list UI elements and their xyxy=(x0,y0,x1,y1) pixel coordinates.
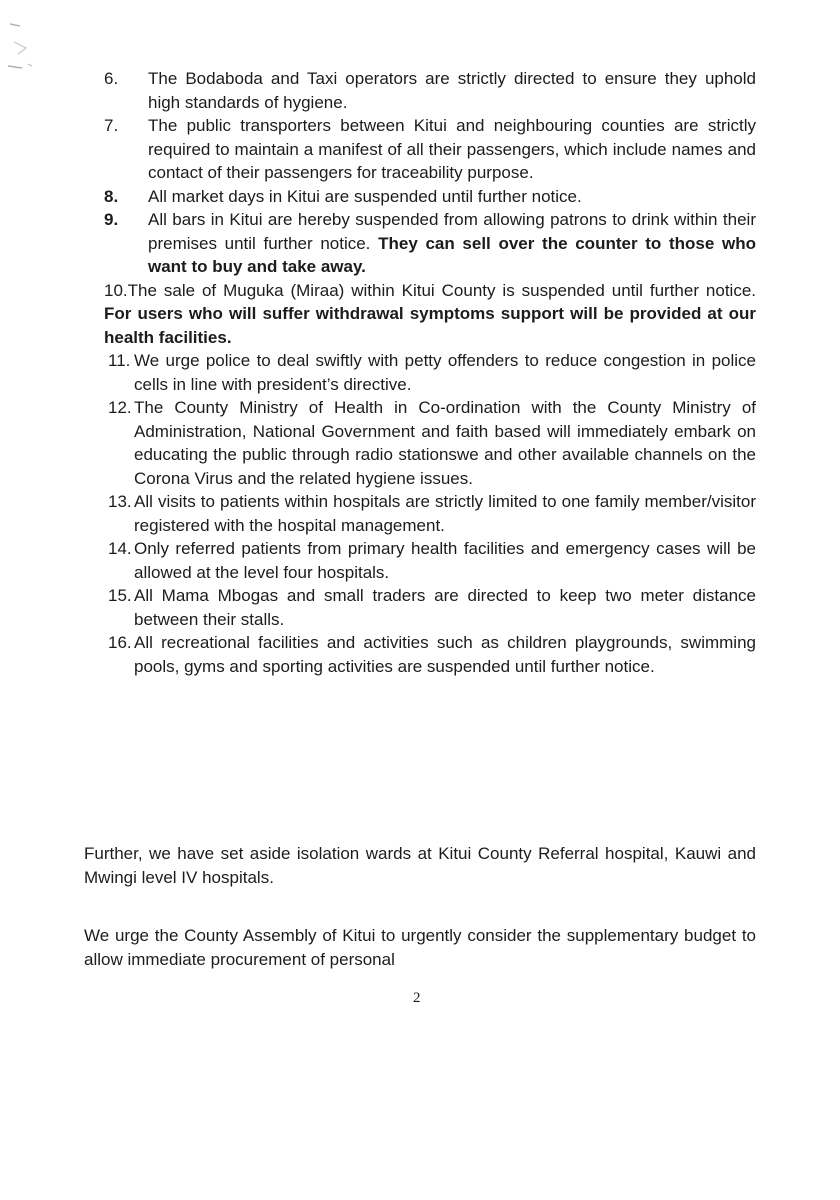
item-text: All market days in Kitui are suspended until further notice. xyxy=(148,186,582,206)
item-text-block xyxy=(148,208,756,279)
list-item xyxy=(84,279,756,350)
item-text: The Bodaboda and Taxi operators are strictly directed to ensure they uphold high standards of hygiene. xyxy=(148,69,756,112)
item-text: All bars in Kitui are hereby suspended from allowing patrons to drink within their premises until further notice. xyxy=(148,210,756,253)
scan-artifact-mark xyxy=(4,20,44,70)
list-item xyxy=(84,185,756,209)
item-text: All recreational facilities and activities such as children playgrounds, swimming pools, gyms and sporting activities are suspended until further notice. xyxy=(134,633,756,676)
item-text: The public transporters between Kitui and neighbouring counties are strictly required to maintain a manifest of all their passengers, which include names and contact of their passengers for traceability purpose. xyxy=(148,116,756,182)
item-text: All visits to patients within hospitals are strictly limited to one family member/visitor registered with the hospital management. xyxy=(134,492,756,535)
item-number: 9. xyxy=(104,210,119,229)
county-assembly-paragraph: We urge the County Assembly of Kitui to urgently consider the supplementary budget to allow immediate procurement of personal xyxy=(84,926,756,969)
item-number: 14. xyxy=(108,539,132,558)
item-number: 6. xyxy=(104,69,119,88)
numbered-directives-list xyxy=(84,67,756,678)
item-number: 7. xyxy=(104,116,119,135)
list-item xyxy=(84,537,756,584)
item-text: All Mama Mbogas and small traders are directed to keep two meter distance between their stalls. xyxy=(134,586,756,629)
item-number: 8. xyxy=(104,186,119,206)
list-item xyxy=(84,349,756,396)
item-text: The County Ministry of Health in Co-ordination with the County Ministry of Administration, National Government and faith based will immediately embark on educating the public through radio stationswe and other available channels on the Corona Virus and the related hygiene issues. xyxy=(134,398,756,488)
item-number: 11. xyxy=(108,351,131,370)
item-number: 10. xyxy=(104,280,128,300)
list-item xyxy=(84,490,756,537)
item-text: We urge police to deal swiftly with petty offenders to reduce congestion in police cells in line with president’s directive. xyxy=(134,351,756,394)
list-item xyxy=(84,114,756,185)
item-bold-text: They can sell over the counter to those who want to buy and take away. xyxy=(148,233,756,276)
item-text: Only referred patients from primary health facilities and emergency cases will be allowed at the level four hospitals. xyxy=(134,539,756,582)
list-item xyxy=(84,631,756,678)
item-number: 13. xyxy=(108,492,132,511)
item-bold-text: For users who will suffer withdrawal symptoms support will be provided at our health facilities. xyxy=(104,304,756,347)
item-number: 16. xyxy=(108,633,132,652)
isolation-wards-paragraph: Further, we have set aside isolation wards at Kitui County Referral hospital, Kauwi and Mwingi level IV hospitals. xyxy=(84,844,756,887)
item-text-block xyxy=(104,279,756,350)
item-number: 12. xyxy=(108,398,132,417)
list-item xyxy=(84,396,756,490)
list-item xyxy=(84,67,756,114)
item-number: 15. xyxy=(108,586,132,605)
item-text: The sale of Muguka (Miraa) within Kitui County is suspended until further notice. xyxy=(127,280,756,300)
list-item xyxy=(84,584,756,631)
page-number: 2 xyxy=(413,990,421,1006)
list-item xyxy=(84,208,756,279)
